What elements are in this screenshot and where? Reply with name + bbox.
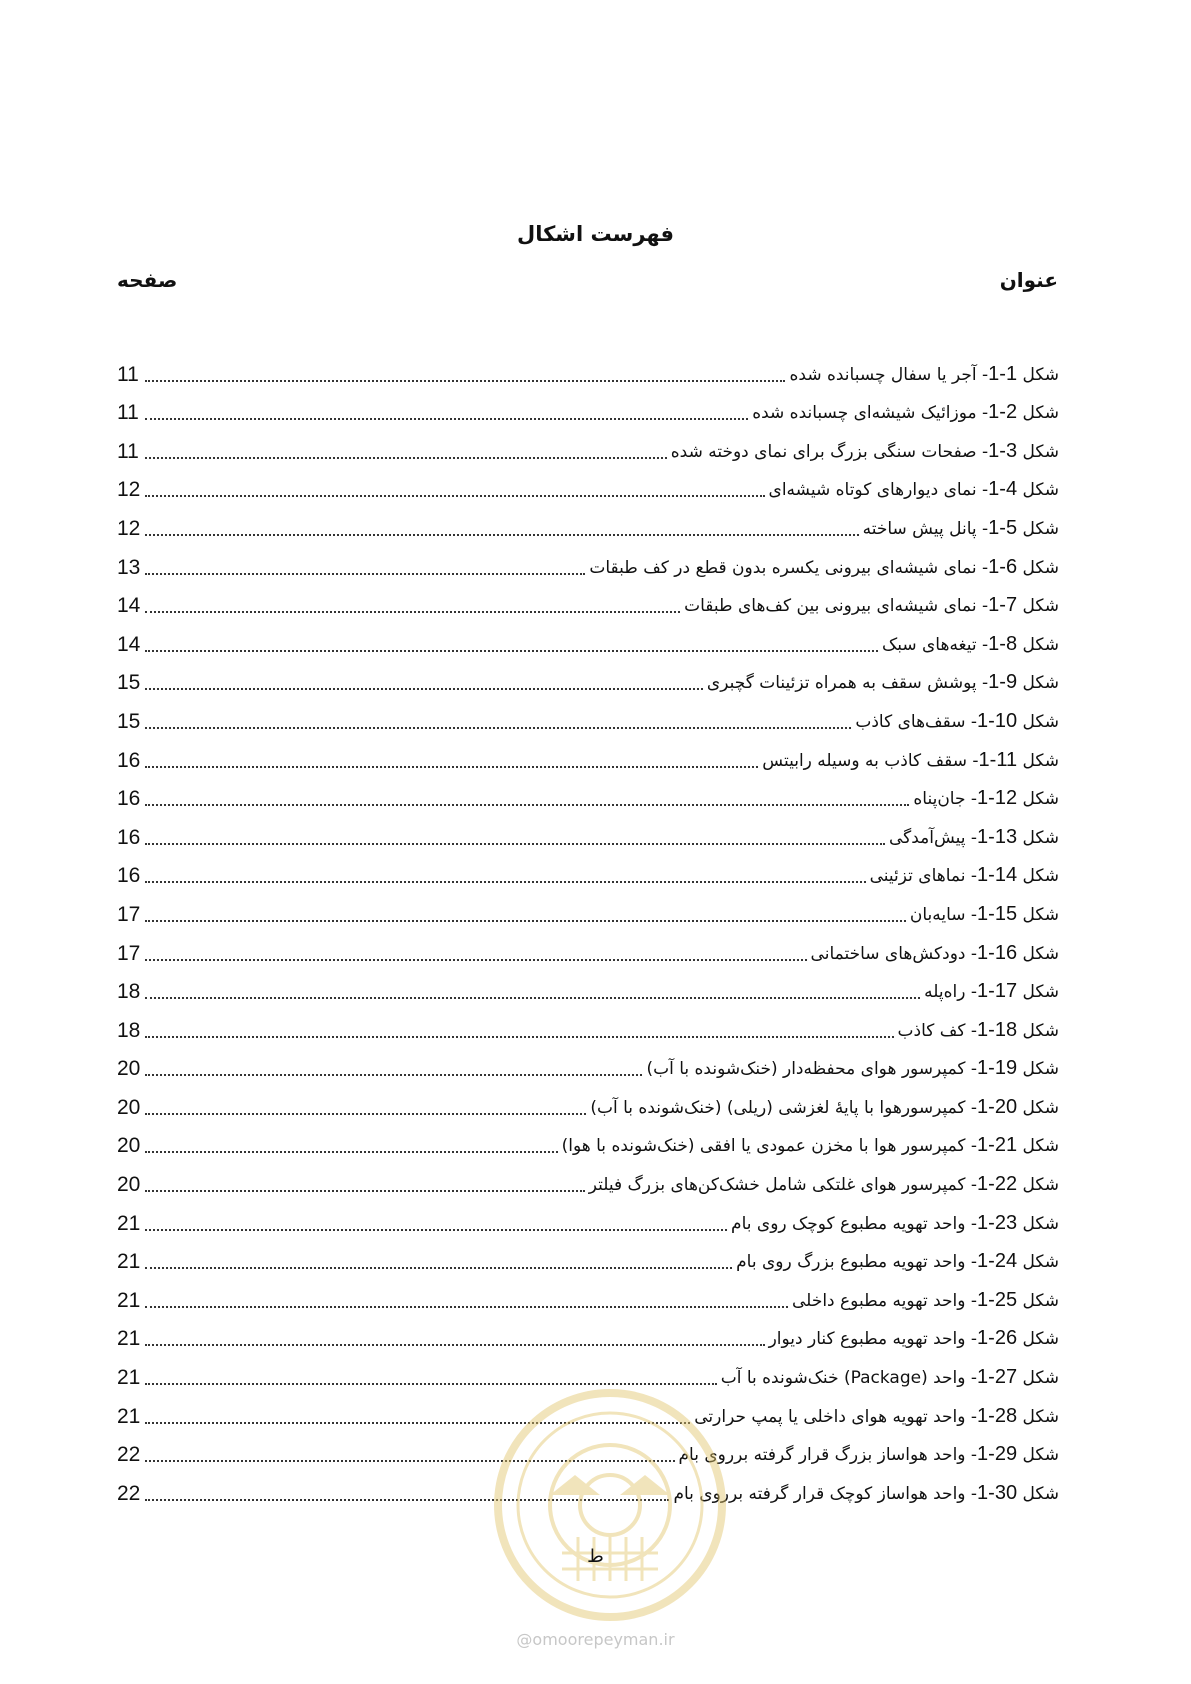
figure-caption: دودکش‌های ساختمانی — [810, 943, 966, 964]
figure-number: 1-15 — [977, 902, 1018, 925]
figure-row — [117, 502, 1059, 541]
figure-caption: سقف کاذب به وسیله رابیتس — [762, 750, 967, 771]
dot-leader — [145, 534, 859, 536]
figure-label: شکل — [1022, 557, 1059, 578]
figure-caption: پیش‌آمدگی — [888, 827, 966, 848]
dot-leader — [145, 1036, 894, 1038]
figure-entry: شکل 1-28- واحد تهویه هوای داخلی یا پمپ حرارتی — [694, 1404, 1059, 1427]
dot-leader — [145, 650, 878, 652]
figure-number: 1-10 — [977, 709, 1018, 732]
figure-label: شکل — [1022, 1406, 1059, 1427]
figure-caption: پانل پیش ساخته — [862, 518, 977, 539]
page-number-letter: ط — [587, 1546, 604, 1567]
figure-label: شکل — [1022, 904, 1059, 925]
figure-page-number: 22 — [117, 1481, 141, 1505]
figure-page-number: 21 — [117, 1288, 141, 1312]
figure-caption: تیغه‌های سبک — [882, 634, 977, 655]
figure-page-number: 11 — [117, 439, 139, 463]
figure-number: 1-1 — [988, 362, 1018, 385]
figure-entry: شکل 1-3- صفحات سنگی بزرگ برای نمای دوخته شده — [670, 439, 1059, 462]
figure-label: شکل — [1022, 441, 1059, 462]
figure-entry: شکل 1-9- پوشش سقف به همراه تزئینات گچبری — [706, 671, 1059, 694]
figure-entry: شکل 1-5- پانل پیش ساخته — [862, 516, 1059, 539]
dot-leader — [145, 380, 785, 382]
figure-entry: شکل 1-12- جان‌پناه — [913, 787, 1059, 810]
figure-entry: شکل 1-18- کف کاذب — [897, 1018, 1059, 1041]
column-header-title: عنوان — [999, 268, 1058, 292]
figure-label: شکل — [1022, 711, 1059, 732]
figure-caption: واحد هواساز بزرگ قرار گرفته برروی بام — [678, 1445, 966, 1466]
figure-caption: نمای شیشه‌ای بیرونی بین کف‌های طبقات — [684, 596, 977, 617]
figure-label: شکل — [1022, 596, 1059, 617]
figure-row — [117, 811, 1059, 850]
dot-leader — [145, 1267, 732, 1269]
figure-label: شکل — [1022, 1368, 1059, 1389]
figure-row — [117, 1236, 1059, 1275]
figure-label: شکل — [1022, 1290, 1059, 1311]
figure-caption: نمای شیشه‌ای بیرونی یکسره بدون قطع در کف طبقات — [589, 557, 977, 578]
figure-page-number: 15 — [117, 709, 141, 733]
dot-leader — [145, 495, 765, 497]
figure-label: شکل — [1022, 1213, 1059, 1234]
figure-page-number: 18 — [117, 980, 141, 1004]
figure-page-number: 20 — [117, 1057, 141, 1081]
figure-caption: کمپرسور هوای محفظه‌دار (خنک‌شونده با آب) — [646, 1059, 966, 1080]
figure-number: 1-11 — [978, 748, 1018, 771]
figure-page-number: 12 — [117, 478, 141, 502]
figure-page-number: 21 — [117, 1366, 141, 1390]
figure-row — [117, 773, 1059, 812]
figure-label: شکل — [1022, 827, 1059, 848]
figure-number: 1-4 — [988, 478, 1018, 501]
figure-row — [117, 657, 1059, 696]
figure-entry: شکل 1-14- نماهای تزئینی — [869, 864, 1059, 887]
figure-entry: شکل 1-13- پیش‌آمدگی — [888, 825, 1059, 848]
figure-caption: واحد (Package) خنک‌شونده با آب — [720, 1368, 966, 1389]
figure-number: 1-17 — [977, 980, 1018, 1003]
dot-leader — [145, 1151, 558, 1153]
figure-page-number: 13 — [117, 555, 141, 579]
figure-page-number: 21 — [117, 1250, 141, 1274]
figure-row — [117, 1004, 1059, 1043]
figure-entry: شکل 1-26- واحد تهویه مطبوع کنار دیوار — [768, 1327, 1059, 1350]
figure-row — [117, 966, 1059, 1005]
figure-entry: شکل 1-4- نمای دیوارهای کوتاه شیشه‌ای — [768, 478, 1059, 501]
figure-page-number: 21 — [117, 1211, 141, 1235]
figure-row — [117, 580, 1059, 619]
figure-page-number: 18 — [117, 1018, 141, 1042]
figure-number: 1-26 — [977, 1327, 1018, 1350]
figure-label: شکل — [1022, 1329, 1059, 1350]
figure-caption: نماهای تزئینی — [869, 866, 966, 887]
figure-caption: کمپرسور هوا با مخزن عمودی یا افقی (خنک‌شونده با هوا) — [561, 1136, 966, 1157]
figure-entry: شکل 1-8- تیغه‌های سبک — [882, 632, 1059, 655]
figure-entry: شکل 1-2- موزائیک شیشه‌ای چسبانده شده — [752, 401, 1059, 424]
figure-number: 1-28 — [977, 1404, 1018, 1427]
figure-entry: شکل 1-29- واحد هواساز بزرگ قرار گرفته برروی بام — [678, 1443, 1059, 1466]
figure-entry: شکل 1-16- دودکش‌های ساختمانی — [810, 941, 1059, 964]
figure-entry: شکل 1-24- واحد تهویه مطبوع بزرگ روی بام — [736, 1250, 1059, 1273]
figure-page-number: 17 — [117, 941, 141, 965]
figure-label: شکل — [1022, 634, 1059, 655]
dot-leader — [145, 611, 680, 613]
figure-row — [117, 1313, 1059, 1352]
figure-row — [117, 348, 1059, 387]
figure-caption: پوشش سقف به همراه تزئینات گچبری — [706, 673, 977, 694]
dot-leader — [145, 1229, 727, 1231]
figure-entry: شکل 1-20- کمپرسورهوا با پایهٔ لغزشی (ریلی) (خنک‌شونده با آب) — [590, 1095, 1059, 1118]
figure-entry: شکل 1-19- کمپرسور هوای محفظه‌دار (خنک‌شونده با آب) — [646, 1057, 1059, 1080]
figure-row — [117, 464, 1059, 503]
figure-caption: واحد تهویه هوای داخلی یا پمپ حرارتی — [694, 1406, 966, 1427]
dot-leader — [145, 881, 866, 883]
figure-page-number: 21 — [117, 1404, 141, 1428]
figure-label: شکل — [1022, 1136, 1059, 1157]
figure-label: شکل — [1022, 1445, 1059, 1466]
figure-entry: شکل 1-1- آجر یا سفال چسبانده شده — [789, 362, 1059, 385]
dot-leader — [145, 997, 920, 999]
figure-page-number: 16 — [117, 748, 141, 772]
figure-caption: راه‌پله — [924, 982, 966, 1003]
figure-entry: شکل 1-7- نمای شیشه‌ای بیرونی بین کف‌های طبقات — [684, 594, 1059, 617]
figure-number: 1-3 — [988, 439, 1018, 462]
figure-caption: واحد تهویه مطبوع کوچک روی بام — [731, 1213, 966, 1234]
figure-caption: کمپرسور هوای غلتکی شامل خشک‌کن‌های بزرگ فیلتر — [588, 1175, 966, 1196]
figure-number: 1-2 — [988, 401, 1018, 424]
figure-page-number: 16 — [117, 825, 141, 849]
figure-entry: شکل 1-22- کمپرسور هوای غلتکی شامل خشک‌کن‌های بزرگ فیلتر — [588, 1173, 1059, 1196]
figure-row — [117, 387, 1059, 426]
figure-row — [117, 888, 1059, 927]
figure-caption: صفحات سنگی بزرگ برای نمای دوخته شده — [670, 441, 977, 462]
figure-label: شکل — [1022, 1175, 1059, 1196]
figure-entry: شکل 1-23- واحد تهویه مطبوع کوچک روی بام — [731, 1211, 1059, 1234]
figure-row — [117, 1120, 1059, 1159]
figure-entry: شکل 1-21- کمپرسور هوا با مخزن عمودی یا افقی (خنک‌شونده با هوا) — [561, 1134, 1059, 1157]
figure-row — [117, 1197, 1059, 1236]
figure-number: 1-16 — [977, 941, 1018, 964]
figure-label: شکل — [1022, 789, 1059, 810]
dot-leader — [145, 920, 906, 922]
dot-leader — [145, 688, 703, 690]
figure-page-number: 22 — [117, 1443, 141, 1467]
figure-page-number: 11 — [117, 362, 139, 386]
figure-caption: کف کاذب — [897, 1020, 966, 1041]
figure-number: 1-19 — [977, 1057, 1018, 1080]
figure-number: 1-23 — [977, 1211, 1018, 1234]
figure-row — [117, 695, 1059, 734]
figure-page-number: 20 — [117, 1134, 141, 1158]
figure-row — [117, 541, 1059, 580]
figure-number: 1-30 — [977, 1481, 1018, 1504]
figure-page-number: 14 — [117, 594, 141, 618]
dot-leader — [145, 1190, 585, 1192]
dot-leader — [145, 457, 667, 459]
figure-number: 1-9 — [988, 671, 1018, 694]
figure-number: 1-24 — [977, 1250, 1018, 1273]
dot-leader — [145, 766, 758, 768]
column-header-page: صفحه — [117, 268, 178, 292]
figure-number: 1-7 — [988, 594, 1018, 617]
figure-caption: جان‌پناه — [913, 789, 966, 810]
figure-page-number: 11 — [117, 401, 139, 425]
figure-entry: شکل 1-27- واحد (Package) خنک‌شونده با آب — [720, 1366, 1059, 1389]
stamp-seal-icon — [490, 1385, 730, 1625]
figure-label: شکل — [1022, 866, 1059, 887]
site-watermark: @omoorepeyman.ir — [516, 1630, 675, 1649]
figure-caption: نمای دیوارهای کوتاه شیشه‌ای — [768, 480, 977, 501]
dot-leader — [145, 843, 885, 845]
figure-number: 1-25 — [977, 1288, 1018, 1311]
figure-number: 1-14 — [977, 864, 1018, 887]
figure-label: شکل — [1022, 1020, 1059, 1041]
figure-page-number: 14 — [117, 632, 141, 656]
dot-leader — [145, 1113, 586, 1115]
figure-number: 1-18 — [977, 1018, 1018, 1041]
figure-label: شکل — [1022, 364, 1059, 385]
dot-leader — [145, 1074, 642, 1076]
figure-row — [117, 734, 1059, 773]
figure-entry: شکل 1-6- نمای شیشه‌ای بیرونی یکسره بدون قطع در کف طبقات — [589, 555, 1059, 578]
figure-entry: شکل 1-25- واحد تهویه مطبوع داخلی — [792, 1288, 1059, 1311]
figure-entry: شکل 1-17- راه‌پله — [924, 980, 1059, 1003]
figure-entry: شکل 1-30- واحد هواساز کوچک قرار گرفته برروی بام — [673, 1481, 1059, 1504]
figure-number: 1-29 — [977, 1443, 1018, 1466]
dot-leader — [145, 573, 585, 575]
figure-row — [117, 1081, 1059, 1120]
figure-caption: واحد تهویه مطبوع بزرگ روی بام — [736, 1252, 966, 1273]
dot-leader — [145, 1306, 788, 1308]
figure-row — [117, 927, 1059, 966]
figure-label: شکل — [1022, 673, 1059, 694]
figure-caption: سایه‌بان — [909, 904, 966, 925]
figure-entry: شکل 1-10- سقف‌های کاذب — [855, 709, 1059, 732]
figure-label: شکل — [1022, 518, 1059, 539]
figure-entry: شکل 1-15- سایه‌بان — [909, 902, 1059, 925]
figure-row — [117, 1158, 1059, 1197]
figure-list — [117, 348, 1059, 1506]
figure-label: شکل — [1022, 1097, 1059, 1118]
figure-caption: واحد تهویه مطبوع کنار دیوار — [768, 1329, 966, 1350]
figure-label: شکل — [1022, 403, 1059, 424]
figure-label: شکل — [1022, 480, 1059, 501]
figure-page-number: 12 — [117, 516, 141, 540]
figure-number: 1-27 — [977, 1366, 1018, 1389]
figure-page-number: 17 — [117, 902, 141, 926]
figure-row — [117, 1274, 1059, 1313]
figure-number: 1-8 — [988, 632, 1018, 655]
figure-caption: موزائیک شیشه‌ای چسبانده شده — [752, 403, 977, 424]
figure-page-number: 21 — [117, 1327, 141, 1351]
figure-label: شکل — [1022, 982, 1059, 1003]
figure-number: 1-13 — [977, 825, 1018, 848]
figure-caption: واحد هواساز کوچک قرار گرفته برروی بام — [673, 1483, 966, 1504]
figure-number: 1-20 — [977, 1095, 1018, 1118]
figure-row — [117, 1043, 1059, 1082]
dot-leader — [145, 804, 909, 806]
figure-label: شکل — [1022, 1252, 1059, 1273]
figure-page-number: 16 — [117, 864, 141, 888]
figure-number: 1-22 — [977, 1173, 1018, 1196]
dot-leader — [145, 418, 748, 420]
page-title: فهرست اشکال — [516, 222, 675, 246]
figure-caption: واحد تهویه مطبوع داخلی — [792, 1290, 966, 1311]
figure-caption: آجر یا سفال چسبانده شده — [789, 364, 977, 385]
figure-page-number: 20 — [117, 1173, 141, 1197]
dot-leader — [145, 1344, 765, 1346]
figure-label: شکل — [1022, 750, 1059, 771]
figure-row — [117, 618, 1059, 657]
figure-number: 1-6 — [988, 555, 1018, 578]
figure-number: 1-5 — [988, 516, 1018, 539]
figure-caption: کمپرسورهوا با پایهٔ لغزشی (ریلی) (خنک‌شونده با آب) — [590, 1097, 966, 1118]
dot-leader — [145, 727, 851, 729]
figure-label: شکل — [1022, 1059, 1059, 1080]
figure-number: 1-12 — [977, 787, 1018, 810]
figure-row — [117, 425, 1059, 464]
figure-number: 1-21 — [977, 1134, 1018, 1157]
figure-page-number: 20 — [117, 1095, 141, 1119]
figure-page-number: 15 — [117, 671, 141, 695]
figure-row — [117, 850, 1059, 889]
dot-leader — [145, 959, 807, 961]
figure-label: شکل — [1022, 943, 1059, 964]
figure-caption: سقف‌های کاذب — [855, 711, 966, 732]
figure-page-number: 16 — [117, 787, 141, 811]
figure-entry: شکل 1-11- سقف کاذب به وسیله رابیتس — [762, 748, 1059, 771]
figure-label: شکل — [1022, 1483, 1059, 1504]
